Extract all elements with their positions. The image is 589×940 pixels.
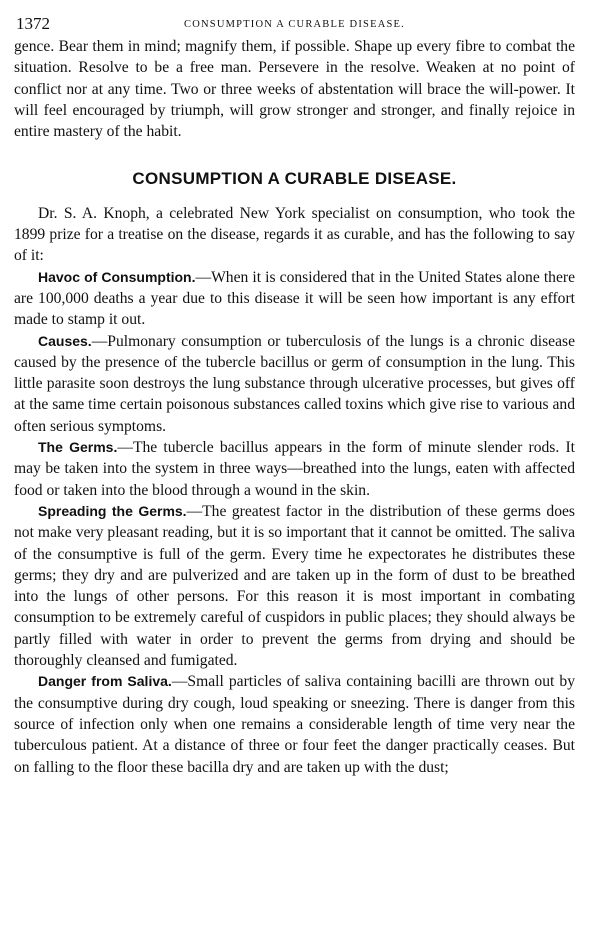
- paragraph-text: —When it is considered that in the United States alone there are 100,000 deaths a year due to this disease it will be seen how important is any effort made to stamp it out.: [14, 268, 575, 329]
- paragraph-lead: Danger from Saliva.: [38, 673, 172, 690]
- opening-paragraph: Dr. S. A. Knoph, a celebrated New York specialist on consumption, who took the 1899 prize for a treatise on the disease, regards it as curable, and has the following to say of it:: [14, 204, 575, 265]
- paragraph-saliva: [14, 671, 575, 777]
- running-header: [14, 10, 575, 36]
- paragraph-lead: Causes.: [38, 332, 92, 349]
- paragraph-germs: [14, 437, 575, 501]
- paragraph-text: —The tubercle bacillus appears in the form of minute slender rods. It may be taken into the system in three ways—breathed into the lungs, eaten with affected food or taken into the blood through a wound in the skin.: [14, 439, 576, 499]
- paragraph-text: —Pulmonary consumption or tuberculosis of the lungs is a chronic disease caused by the presence of the tubercle bacillus or germ of consumption in the lung. This little parasite soon destroys the lung substance through ulcerative processes, but gives off at the same time certain poisonous substances called toxins which give rise to various and often serious symptoms.: [14, 332, 575, 435]
- running-title: CONSUMPTION A CURABLE DISEASE.: [184, 19, 405, 30]
- paragraph-causes: [14, 331, 575, 437]
- intro-paragraph: gence. Bear them in mind; magnify them, if possible. Shape up every fibre to combat the situation. Resolve to be a free man. Persevere in the resolve. Weaken at no point of conflict nor at any time. Two or three weeks of abstentation will brace the will-power. It will feel encouraged by triumph, will grow stronger and stronger, and finally rejoice in entire mastery of the habit.: [14, 38, 575, 141]
- section-heading: CONSUMPTION A CURABLE DISEASE.: [132, 169, 457, 189]
- paragraph-lead: The Germs.: [38, 439, 118, 456]
- paragraph-lead: Havoc of Consumption.: [38, 268, 196, 285]
- paragraph-spreading: [14, 501, 575, 671]
- paragraph-lead: Spreading the Germs.: [38, 502, 187, 519]
- paragraph-text: —Small particles of saliva containing bacilli are thrown out by the consumptive during dry cough, loud speaking or sneezing. There is danger from this source of infection only when one remains a considerable length of time very near the tuberculous patient. At a distance of three or four feet the danger practically ceases. But on falling to the floor these bacilla dry and are taken up with the dust;: [14, 673, 575, 776]
- paragraph-havoc: [14, 267, 575, 331]
- body-text: [14, 36, 575, 778]
- paragraph-text: —The greatest factor in the distribution of these germs does not make very pleasant reading, but it is so important that it cannot be omitted. The saliva of the consumptive is full of the germ. Every time he expectorates he distributes these germs; they dry and are pulverized and are taken up in the form of dust to be breathed into the lungs of other persons. For this reason it is most important in combating consumption to be extremely careful of cuspidors in public places; they should always be partly filled with water in order to prevent the germs from drying and should be thoroughly cleansed and fumigated.: [14, 502, 575, 670]
- page-number: 1372: [16, 14, 50, 33]
